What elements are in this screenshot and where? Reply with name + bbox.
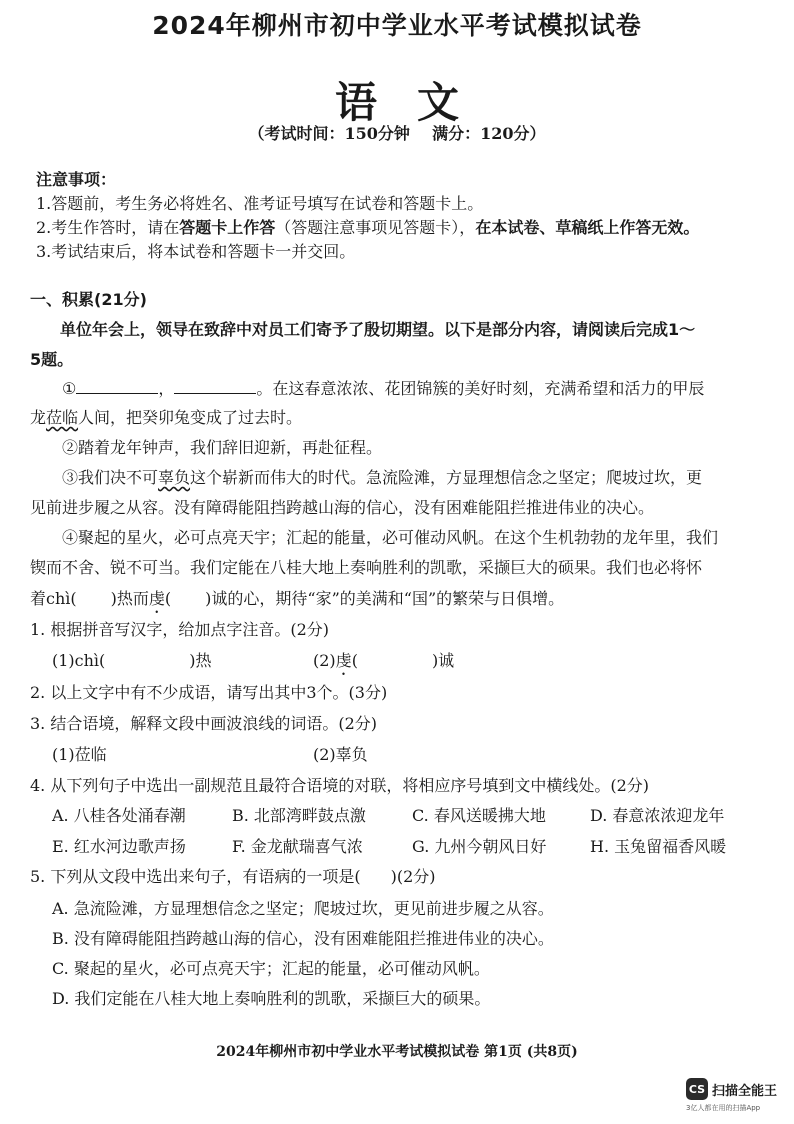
watermark-text: 扫描全能王 — [712, 1083, 778, 1099]
question-1: 1. 根据拼音写汉字，给加点字注音。(2分) — [30, 620, 330, 639]
question-4: 4. 从下列句子中选出一副规范且最符合语境的对联，将相应序号填到文中横线处。(2分) — [30, 776, 650, 795]
q5-option-c[interactable]: C. 聚起的星火，必可点亮天宇；汇起的能量，必可催动风帆。 — [52, 959, 490, 978]
paragraph-3-line-1: ③我们决不可辜负这个崭新而伟大的时代。急流险滩，方显理想信念之坚定；爬坡过坎，更 — [62, 468, 703, 487]
paragraph-2: ②踏着龙年钟声，我们辞旧迎新，再赴征程。 — [62, 438, 383, 457]
paragraph-4-line-3: 着chì( )热而虔( )诚的心，期待“家”的美满和“国”的繁荣与日俱增。 — [30, 589, 565, 608]
couplet-blank-2[interactable] — [174, 379, 256, 394]
couplet-blank-1[interactable] — [76, 379, 158, 394]
q4-option-c[interactable]: C. 春风送暖拂大地 — [412, 806, 546, 825]
q5-option-a[interactable]: A. 急流险滩，方显理想信念之坚定；爬坡过坎，更见前进步履之从容。 — [52, 899, 554, 918]
question-1-a: (1)chì( )热 — [52, 651, 212, 670]
paragraph-1-line-1: ① ， 。在这春意浓浓、花团锦簇的美好时刻，充满希望和活力的甲辰 — [62, 379, 705, 398]
q4-option-b[interactable]: B. 北部湾畔鼓点激 — [232, 806, 366, 825]
notice-item-3: 3.考试结束后，将本试卷和答题卡一并交回。 — [36, 242, 356, 261]
notice-item-2: 2.考生作答时，请在答题卡上作答（答题注意事项见答题卡），在本试卷、草稿纸上作答无效。 — [36, 218, 700, 237]
paragraph-1-line-2: 龙莅临人间，把癸卯兔变成了过去时。 — [30, 408, 303, 427]
wavy-word-gufu: 辜负 — [158, 468, 191, 487]
q4-option-g[interactable]: G. 九州今朝风日好 — [412, 837, 547, 856]
notice-item-1: 1.答题前，考生务必将姓名、准考证号填写在试卷和答题卡上。 — [36, 194, 484, 213]
q5-option-d[interactable]: D. 我们定能在八桂大地上奏响胜利的凯歌，采撷巨大的硕果。 — [52, 989, 491, 1008]
page-footer: 2024年柳州市初中学业水平考试模拟试卷 第1页 (共8页) — [216, 1044, 578, 1060]
scanner-watermark — [686, 1078, 777, 1100]
watermark-subtext: 3亿人都在用的扫描App — [686, 1104, 761, 1112]
wavy-word-lilin: 莅临 — [46, 408, 79, 427]
exam-info: （考试时间：150分钟 满分：120分） — [248, 124, 546, 143]
q4-option-h[interactable]: H. 玉兔留福香风暖 — [590, 837, 727, 856]
q4-option-f[interactable]: F. 金龙献瑞喜气浓 — [232, 837, 363, 856]
question-5: 5. 下列从文段中选出来句子，有语病的一项是( )(2分) — [30, 867, 436, 886]
notice-heading: 注意事项： — [36, 170, 117, 189]
q5-option-b[interactable]: B. 没有障碍能阻挡跨越山海的信心，没有困难能阻拦推进伟业的决心。 — [52, 929, 554, 948]
subject-title: 语文 — [334, 78, 499, 127]
paragraph-4-line-1: ④聚起的星火，必可点亮天宇；汇起的能量，必可催动风帆。在这个生机勃勃的龙年里，我们 — [62, 528, 719, 547]
question-3-a: (1)莅临 — [52, 745, 107, 764]
q4-option-a[interactable]: A. 八桂各处涌春潮 — [52, 806, 186, 825]
intro-line-1: 单位年会上，领导在致辞中对员工们寄予了殷切期望。以下是部分内容，请阅读后完成1～ — [60, 320, 696, 339]
camscanner-logo-icon: CS — [686, 1078, 708, 1100]
paragraph-4-line-2: 锲而不舍、锐不可当。我们定能在八桂大地上奏响胜利的凯歌，采撷巨大的硕果。我们也必将怀 — [30, 558, 703, 577]
question-1-b: (2)虔( )诚 — [313, 651, 455, 670]
exam-title: 2024年柳州市初中学业水平考试模拟试卷 — [152, 11, 642, 40]
question-3: 3. 结合语境，解释文段中画波浪线的词语。(2分) — [30, 714, 378, 733]
q4-option-d[interactable]: D. 春意浓浓迎龙年 — [590, 806, 725, 825]
question-3-b: (2)辜负 — [313, 745, 368, 764]
paragraph-3-line-2: 见前进步履之从容。没有障碍能阻挡跨越山海的信心，没有困难能阻拦推进伟业的决心。 — [30, 498, 655, 517]
q4-option-e[interactable]: E. 红水河边歌声扬 — [52, 837, 186, 856]
question-2: 2. 以上文字中有不少成语，请写出其中3个。(3分) — [30, 683, 388, 702]
intro-line-2: 5题。 — [30, 350, 74, 369]
section-heading: 一、积累(21分) — [30, 290, 147, 309]
